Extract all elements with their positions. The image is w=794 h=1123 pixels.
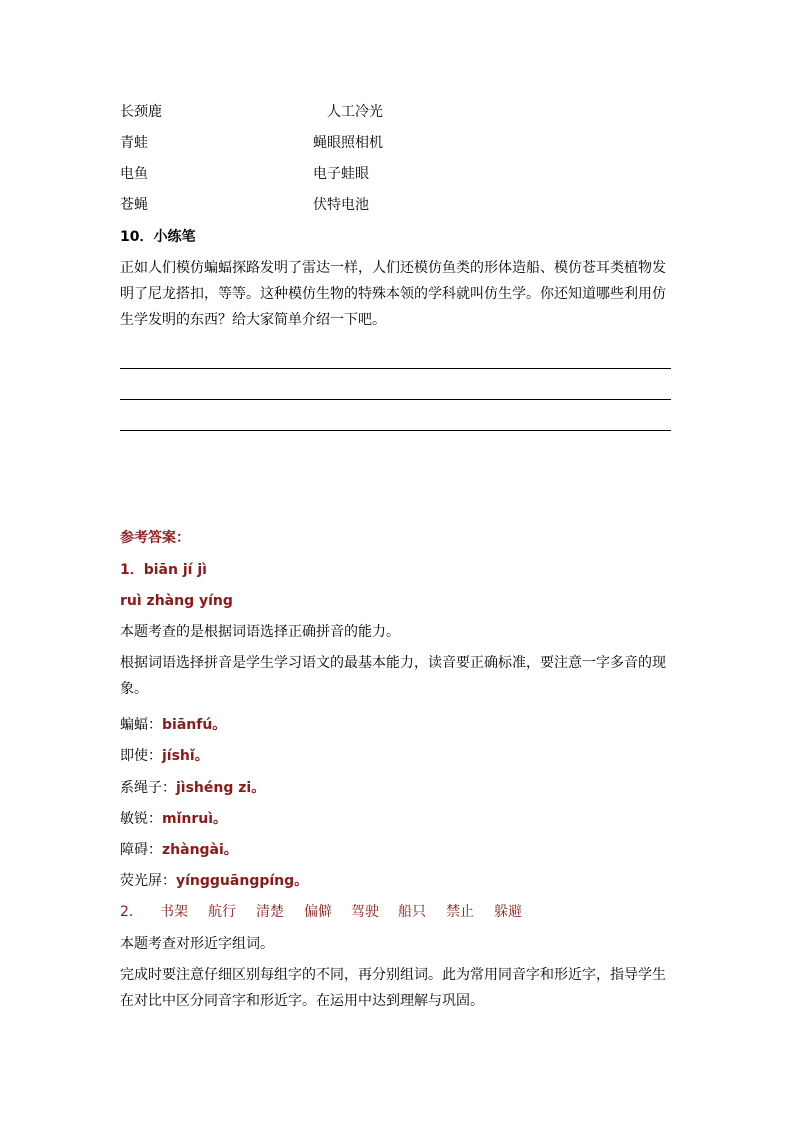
answer-2-word: 驾驶 [351, 904, 379, 920]
answer-2-explain-1: 本题考查对形近字组词。 [120, 936, 274, 952]
answer-1-item-pinyin: yíngguāngpíng。 [176, 873, 309, 889]
answer-1-explain-1: 本题考查的是根据词语选择正确拼音的能力。 [120, 624, 400, 640]
answer-2-word: 清楚 [256, 904, 284, 920]
answer-1-item [120, 809, 227, 829]
answer-1-item-pinyin: jíshǐ。 [162, 748, 209, 764]
answer-1-item-pinyin: mǐnruì。 [162, 811, 228, 827]
answer-1-explain-2: 根据词语选择拼音是学生学习语文的最基本能力，读音要正确标准，要注意一字多音的现象。 [120, 655, 666, 697]
answer-1-pinyin-line-2: ruì zhàng yíng [120, 593, 233, 609]
answer-1-item [120, 746, 209, 766]
q10-heading: 10．小练笔 [120, 229, 196, 245]
answer-line-2[interactable] [120, 399, 671, 400]
answer-1-item [120, 840, 238, 860]
answer-2-word: 书架 [160, 904, 188, 920]
answer-1-item-word: 蝙蝠： [120, 717, 162, 733]
match-right-4: 伏特电池 [313, 197, 369, 213]
match-left-2: 青蛙 [120, 135, 148, 151]
match-left-1: 长颈鹿 [120, 104, 162, 120]
answer-1-item-pinyin: zhàngài。 [162, 842, 238, 858]
match-right-1: 人工冷光 [327, 104, 383, 120]
match-right-2: 蝇眼照相机 [313, 135, 383, 151]
answer-2-number: 2． [120, 904, 143, 920]
answer-1-item-word: 系绳子： [120, 780, 176, 796]
match-left-4: 苍蝇 [120, 197, 148, 213]
answer-1-item-pinyin: biānfú。 [162, 717, 227, 733]
answer-1-item-word: 障碍： [120, 842, 162, 858]
q10-prompt: 正如人们模仿蝙蝠探路发明了雷达一样，人们还模仿鱼类的形体造船、模仿苍耳类植物发明了尼龙搭扣，等等。这种模仿生物的特殊本领的学科就叫仿生学。你还知道哪些利用仿生学发明的东西？给大家简单介绍一下吧。 [120, 260, 666, 328]
answer-1-pinyin-line-1: 1．biān jí jì [120, 562, 207, 578]
answer-2-word: 禁止 [446, 904, 474, 920]
answer-1-item-word: 荧光屏： [120, 873, 176, 889]
match-right-3: 电子蛙眼 [313, 166, 369, 182]
answer-2-explain-2: 完成时要注意仔细区别每组字的不同，再分别组词。此为常用同音字和形近字，指导学生在对比中区分同音字和形近字。在运用中达到理解与巩固。 [120, 967, 666, 1009]
answer-1-item-word: 即使： [120, 748, 162, 764]
answer-line-1[interactable] [120, 368, 671, 369]
answer-2-word: 航行 [208, 904, 236, 920]
answer-1-item [120, 871, 308, 891]
match-left-3: 电鱼 [120, 166, 148, 182]
answer-1-item [120, 715, 226, 735]
answer-1-item [120, 778, 265, 798]
answer-2-word: 躲避 [494, 904, 522, 920]
answer-1-item-pinyin: jìshéng zi。 [176, 780, 266, 796]
answer-2-word: 偏僻 [304, 904, 332, 920]
answer-2-word: 船只 [398, 904, 426, 920]
answers-heading: 参考答案： [120, 530, 190, 546]
answer-1-item-word: 敏锐： [120, 811, 162, 827]
answer-line-3[interactable] [120, 430, 671, 431]
